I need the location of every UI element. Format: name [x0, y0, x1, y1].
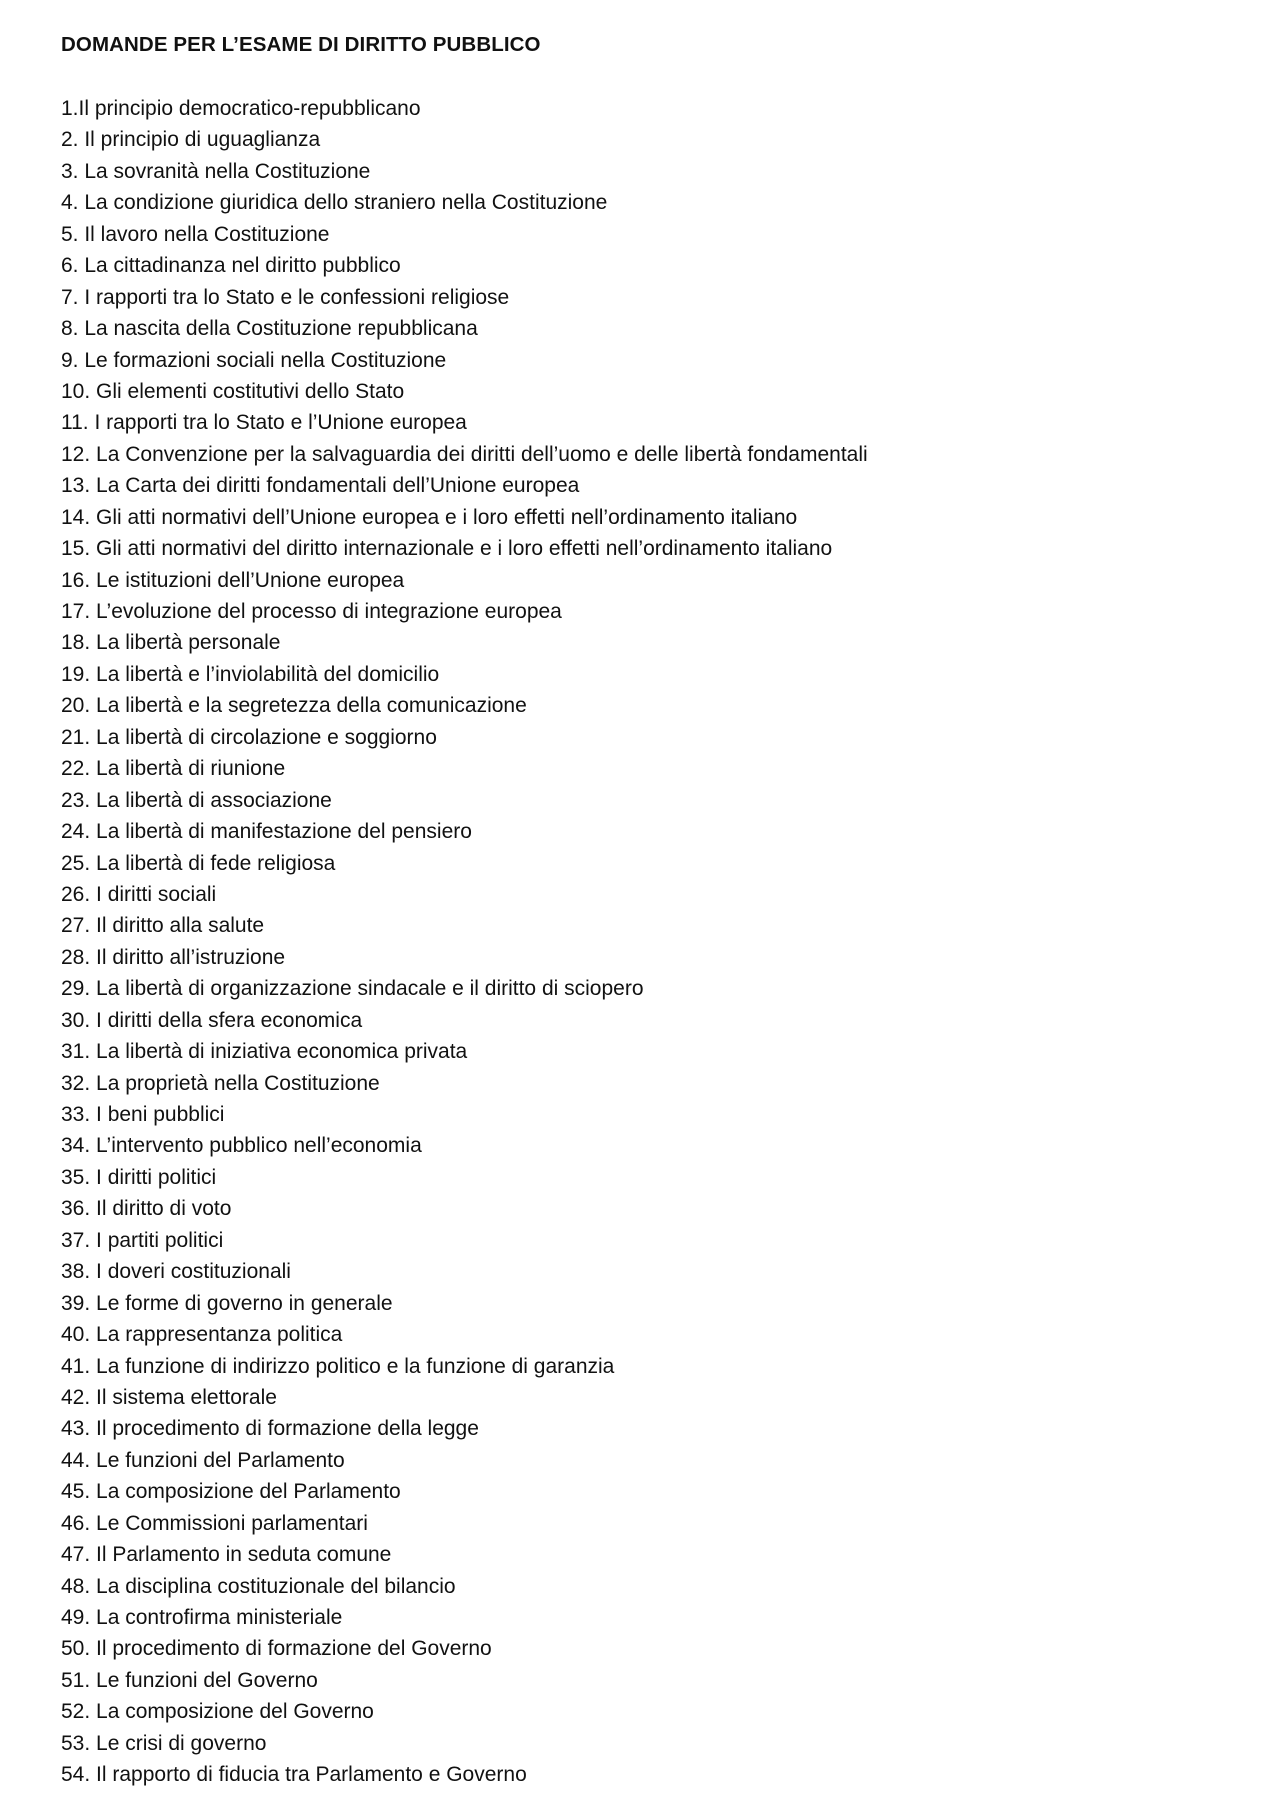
question-item: 2. Il principio di uguaglianza	[61, 128, 321, 152]
question-item: 39. Le forme di governo in generale	[61, 1291, 393, 1315]
question-list	[61, 93, 868, 1791]
question-item: 29. La libertà di organizzazione sindacale e il diritto di sciopero	[61, 977, 644, 1001]
question-item: 1.Il principio democratico-repubblicano	[61, 97, 421, 120]
question-item: 27. Il diritto alla salute	[61, 914, 265, 938]
question-item: 19. La libertà e l’inviolabilità del domicilio	[61, 662, 440, 686]
question-item: 50. Il procedimento di formazione del Governo	[61, 1637, 492, 1661]
question-item: 46. Le Commissioni parlamentari	[61, 1511, 368, 1535]
question-item: 12. La Convenzione per la salvaguardia dei diritti dell’uomo e delle libertà fondamentali	[61, 442, 868, 466]
question-item: 54. Il rapporto di fiducia tra Parlamento e Governo	[61, 1763, 527, 1787]
question-item: 23. La libertà di associazione	[61, 788, 332, 812]
question-item: 53. Le crisi di governo	[61, 1731, 267, 1755]
question-item: 32. La proprietà nella Costituzione	[61, 1071, 380, 1095]
question-item: 9. Le formazioni sociali nella Costituzione	[61, 348, 447, 372]
question-item: 45. La composizione del Parlamento	[61, 1480, 401, 1504]
question-item: 37. I partiti politici	[61, 1228, 224, 1252]
question-item: 44. Le funzioni del Parlamento	[61, 1448, 345, 1472]
question-item: 49. La controfirma ministeriale	[61, 1606, 343, 1629]
question-item: 16. Le istituzioni dell’Unione europea	[61, 568, 405, 592]
question-item: 52. La composizione del Governo	[61, 1700, 374, 1724]
question-item: 47. Il Parlamento in seduta comune	[61, 1543, 392, 1567]
question-item: 21. La libertà di circolazione e soggiorno	[61, 725, 437, 749]
question-item: 36. Il diritto di voto	[61, 1197, 232, 1221]
question-item: 11. I rapporti tra lo Stato e l’Unione europea	[61, 411, 467, 435]
question-item: 20. La libertà e la segretezza della comunicazione	[61, 694, 527, 718]
question-item: 51. Le funzioni del Governo	[61, 1668, 318, 1692]
question-item: 13. La Carta dei diritti fondamentali dell’Unione europea	[61, 474, 580, 498]
question-item: 25. La libertà di fede religiosa	[61, 851, 336, 875]
question-item: 48. La disciplina costituzionale del bilancio	[61, 1574, 456, 1598]
question-item: 18. La libertà personale	[61, 631, 281, 655]
question-item: 14. Gli atti normativi dell’Unione europea e i loro effetti nell’ordinamento italiano	[61, 505, 798, 529]
question-item: 41. La funzione di indirizzo politico e la funzione di garanzia	[61, 1354, 615, 1378]
document-title: DOMANDE PER L’ESAME DI DIRITTO PUBBLICO	[61, 33, 541, 56]
question-item: 34. L’intervento pubblico nell’economia	[61, 1134, 422, 1158]
question-item: 10. Gli elementi costitutivi dello Stato	[61, 379, 405, 403]
question-item: 33. I beni pubblici	[61, 1103, 225, 1126]
question-item: 30. I diritti della sfera economica	[61, 1008, 363, 1032]
question-item: 38. I doveri costituzionali	[61, 1260, 291, 1284]
question-item: 8. La nascita della Costituzione repubblicana	[61, 317, 478, 341]
question-item: 5. Il lavoro nella Costituzione	[61, 222, 330, 246]
question-item: 42. Il sistema elettorale	[61, 1385, 277, 1409]
question-item: 35. I diritti politici	[61, 1165, 217, 1189]
question-item: 7. I rapporti tra lo Stato e le confessioni religiose	[61, 285, 510, 309]
question-item: 26. I diritti sociali	[61, 882, 217, 906]
question-item: 15. Gli atti normativi del diritto internazionale e i loro effetti nell’ordinamento italiano	[61, 537, 833, 561]
question-item: 17. L’evoluzione del processo di integrazione europea	[61, 600, 562, 623]
question-item: 4. La condizione giuridica dello straniero nella Costituzione	[61, 191, 608, 215]
question-item: 6. La cittadinanza nel diritto pubblico	[61, 254, 401, 278]
question-item: 24. La libertà di manifestazione del pensiero	[61, 820, 472, 844]
question-item: 43. Il procedimento di formazione della legge	[61, 1417, 479, 1441]
question-item: 28. Il diritto all’istruzione	[61, 945, 286, 969]
question-item: 40. La rappresentanza politica	[61, 1323, 343, 1347]
question-item: 22. La libertà di riunione	[61, 757, 286, 781]
question-item: 31. La libertà di iniziativa economica privata	[61, 1040, 468, 1064]
question-item: 3. La sovranità nella Costituzione	[61, 159, 371, 183]
